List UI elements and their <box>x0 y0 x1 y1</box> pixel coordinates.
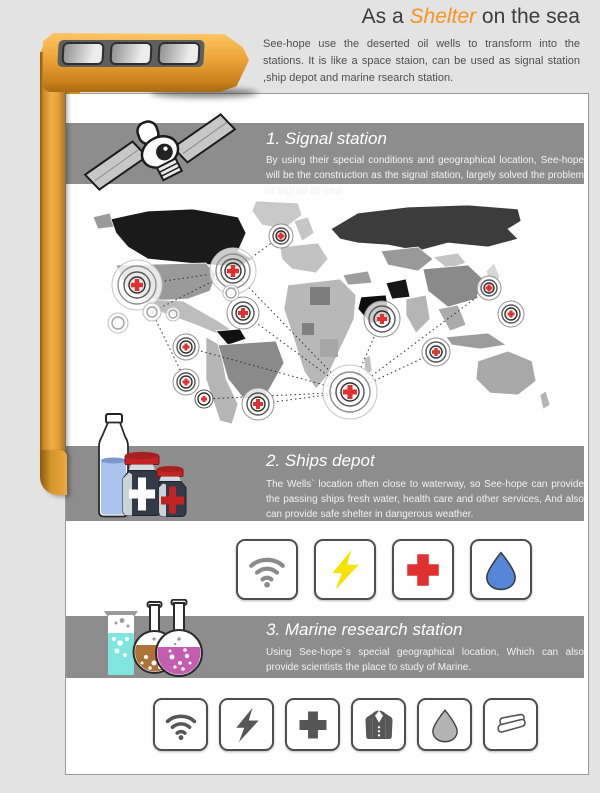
intro-text: See-hope use the deserted oil wells to transform into the stations. It is like a space staion, can be used as signal station ,ship depot and marine rsearch station. <box>263 38 580 85</box>
page-title <box>362 5 580 29</box>
rig-window <box>157 42 200 65</box>
content-panel <box>65 93 589 775</box>
wifi-icon <box>163 707 199 743</box>
ships-depot-body: The Wells` location often close to waterway, so See-hope can provide the passing ships fresh water, health care and other services, And also can provide safe shelter in dangerous weather. <box>266 479 584 520</box>
rig-frame-foot <box>40 450 67 495</box>
lab-glassware-illustration <box>102 599 204 678</box>
signal-marker <box>477 276 501 300</box>
signal-marker <box>498 301 524 327</box>
signal-body-main: By using their special conditions and geographical location, See-hope will be the construction as the signal station, largely solved the problem of <box>266 155 584 197</box>
signal-marker <box>364 301 400 337</box>
coat-icon <box>361 707 397 743</box>
medical-cross-icon <box>402 549 444 591</box>
ships-depot-icon-row <box>236 539 532 600</box>
lightning-icon-tile <box>219 698 274 751</box>
title-suffix: on the sea <box>476 5 580 28</box>
coat-icon-tile <box>351 698 406 751</box>
wifi-icon-tile <box>153 698 208 751</box>
lightning-icon <box>229 707 265 743</box>
rig-window <box>61 42 104 65</box>
signal-ring <box>143 303 161 321</box>
medical-cross-icon-tile <box>285 698 340 751</box>
signal-body-highlight: signal at sea <box>277 185 342 197</box>
signal-marker <box>227 297 259 329</box>
world-map <box>88 199 561 434</box>
water-drop-icon <box>480 549 522 591</box>
marine-research-heading: 3. Marine research station <box>266 620 463 639</box>
signal-station-heading: 1. Signal station <box>266 129 387 148</box>
signal-marker <box>242 388 274 420</box>
signal-marker <box>323 365 377 419</box>
signal-marker <box>173 369 199 395</box>
beaker-icon <box>104 611 138 675</box>
medical-cross-icon <box>295 707 331 743</box>
supplies-illustration <box>93 412 188 519</box>
water-drop-icon <box>427 707 463 743</box>
signal-ring <box>223 285 239 301</box>
signal-marker <box>173 334 199 360</box>
signal-marker <box>422 338 450 366</box>
water-drop-icon-tile <box>470 539 532 600</box>
signal-marker <box>112 260 162 310</box>
signal-marker <box>269 224 293 248</box>
title-prefix: As a <box>361 5 410 28</box>
medicine-bottle-icon <box>157 466 186 517</box>
signal-ring <box>166 307 180 321</box>
title-highlight: Shelter <box>409 5 477 28</box>
lightning-icon-tile <box>314 539 376 600</box>
medicine-bottle-icon <box>123 452 161 516</box>
marine-research-icon-row <box>153 698 538 751</box>
bedding-icon <box>493 707 529 743</box>
water-drop-icon-tile <box>417 698 472 751</box>
lightning-icon <box>324 549 366 591</box>
signal-ring <box>108 313 128 333</box>
wifi-icon <box>246 549 288 591</box>
signal-marker <box>195 390 213 408</box>
ships-depot-heading: 2. Ships depot <box>266 451 375 470</box>
signal-station-body <box>266 153 584 200</box>
rig-frame-vertical-bar <box>40 52 65 454</box>
bedding-icon-tile <box>483 698 538 751</box>
rig-window-strip <box>57 40 204 67</box>
marine-research-body: Using See-hope`s special geographical location, Which can also provide scientists the place to study of Marine. <box>266 647 584 673</box>
rig-window <box>109 42 152 65</box>
wifi-icon-tile <box>236 539 298 600</box>
satellite-icon <box>81 104 239 199</box>
round-flask-icon <box>156 600 202 676</box>
medical-cross-icon-tile <box>392 539 454 600</box>
